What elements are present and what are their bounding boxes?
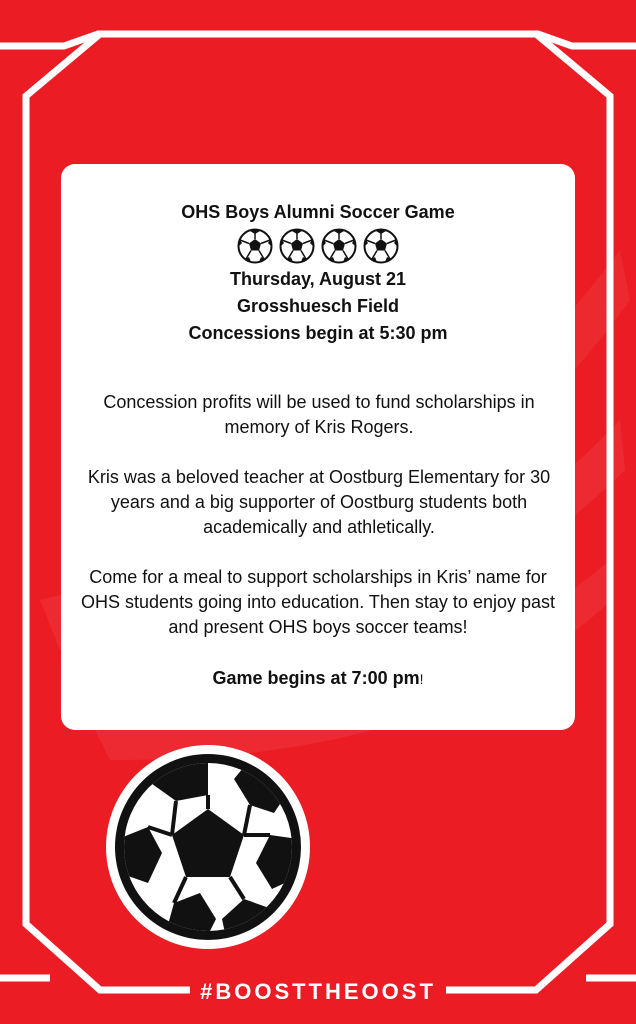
- game-time-text: Game begins at 7:00 pm: [212, 668, 420, 688]
- soccer-ball-icon: [279, 228, 315, 264]
- soccer-ball-icon: [104, 743, 312, 951]
- scholarship-paragraph: Concession profits will be used to fund scholarships in memory of Kris Rogers.: [103, 392, 535, 437]
- game-time: [79, 666, 557, 692]
- meal-paragraph: Come for a meal to support scholarships in Kris’ name for OHS students going into education. Then stay to enjoy past and present OHS boys soccer teams!: [81, 567, 555, 637]
- info-card: [61, 164, 575, 730]
- soccer-ball-icon: [321, 228, 357, 264]
- soccer-ball-row: [79, 228, 557, 264]
- soccer-ball-icon: [237, 228, 273, 264]
- game-time-suffix: !: [419, 671, 424, 687]
- event-location: Grosshuesch Field: [236, 296, 400, 316]
- kris-paragraph: Kris was a beloved teacher at Oostburg Elementary for 30 years and a big supporter of Oostburg students both academically and athletically.: [87, 467, 551, 537]
- event-date: Thursday, August 21: [229, 269, 407, 289]
- hashtag-footer: #BOOSTTHEOOST: [200, 979, 436, 1004]
- event-title: OHS Boys Alumni Soccer Game: [181, 202, 455, 222]
- concessions-time: Concessions begin at 5:30 pm: [188, 323, 448, 343]
- soccer-ball-icon: [363, 228, 399, 264]
